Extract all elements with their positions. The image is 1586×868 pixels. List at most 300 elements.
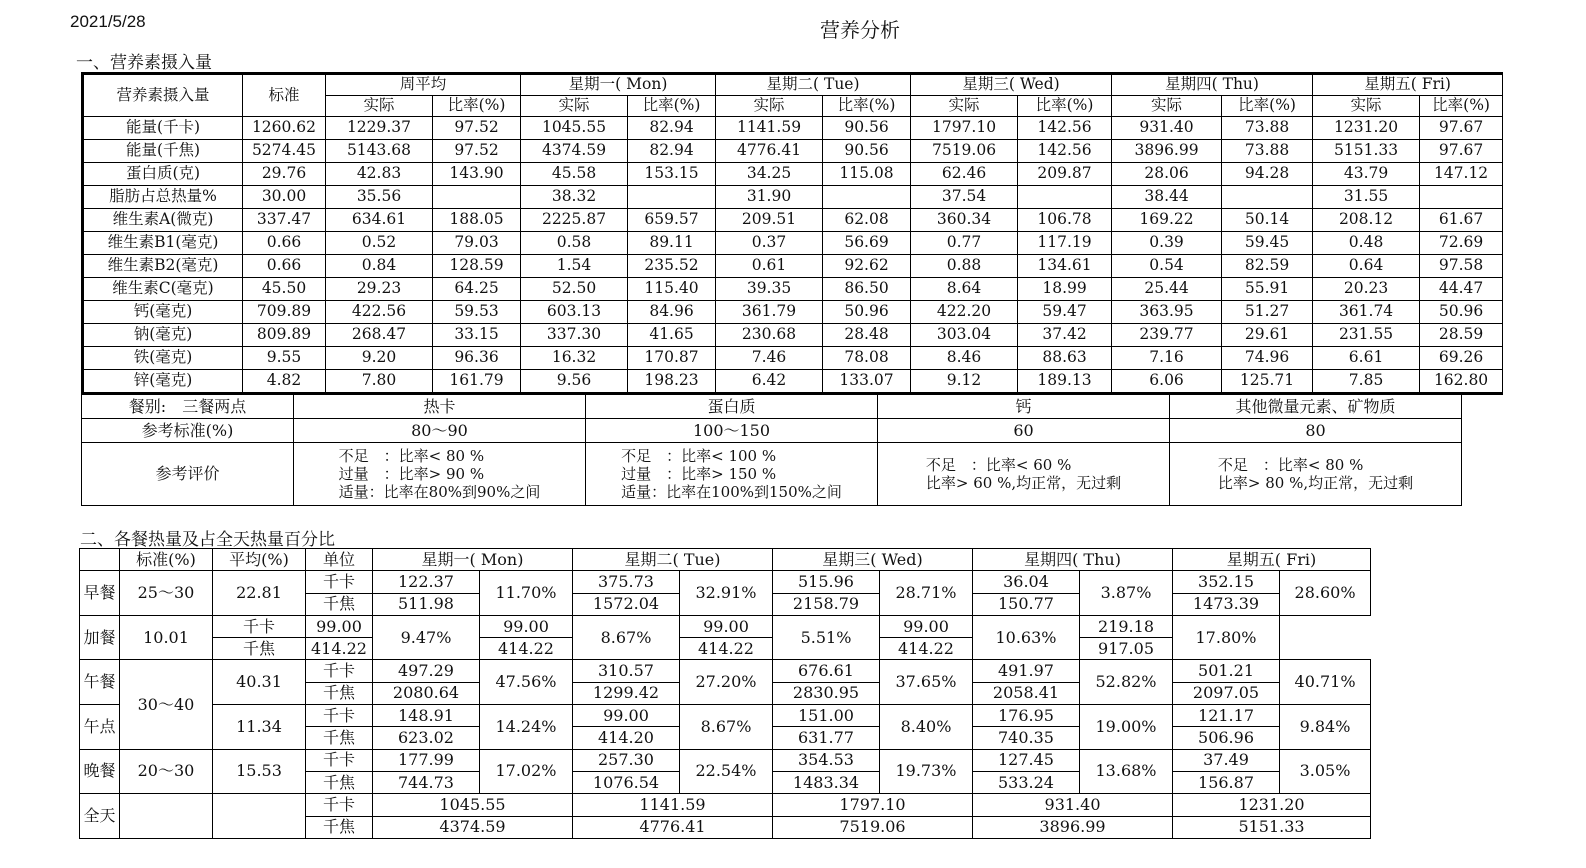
- table-cell: 170.87: [628, 347, 716, 370]
- kcal-value: 99.00: [680, 615, 773, 637]
- table-cell: 20.23: [1313, 278, 1420, 301]
- section-title: 一、营养素摄入量: [76, 53, 212, 73]
- meal-name: 晚餐: [80, 749, 120, 794]
- table-cell: 809.89: [243, 324, 326, 347]
- table-cell: 1797.10: [911, 117, 1018, 140]
- table-row: [83, 278, 1503, 301]
- kcal-value: 497.29: [373, 660, 480, 682]
- unit-kj: 千焦: [306, 816, 373, 838]
- table-cell: 303.04: [911, 324, 1018, 347]
- table-cell: 73.88: [1222, 117, 1313, 140]
- kj-value: 1572.04: [573, 593, 680, 615]
- table-cell: 56.69: [823, 232, 911, 255]
- percent-value: 8.67%: [680, 705, 773, 750]
- table-cell: 73.88: [1222, 140, 1313, 163]
- header-actual: 实际: [1112, 96, 1222, 117]
- table-cell: 30.00: [243, 186, 326, 209]
- table-row: [80, 571, 1371, 593]
- table-cell: 31.90: [716, 186, 823, 209]
- table-cell: 8.46: [911, 347, 1018, 370]
- nutrient-name: 维生素A(微克): [83, 209, 243, 232]
- table-cell: 97.52: [433, 117, 521, 140]
- table-cell: 29.23: [326, 278, 433, 301]
- unit-kj: 千焦: [306, 682, 373, 704]
- kj-value: 740.35: [973, 727, 1080, 749]
- table-cell: 169.22: [1112, 209, 1222, 232]
- header-group: 星期四( Thu): [1112, 74, 1313, 96]
- header-actual: 实际: [911, 96, 1018, 117]
- meal-standard: 25～30: [120, 571, 213, 616]
- percent-value: 9.47%: [373, 615, 480, 660]
- kj-value: 414.22: [306, 638, 373, 660]
- table-cell: 50.14: [1222, 209, 1313, 232]
- table-cell: 31.55: [1313, 186, 1420, 209]
- table-cell: 34.25: [716, 163, 823, 186]
- kj-value: 506.96: [1173, 727, 1280, 749]
- header-day: 星期四( Thu): [973, 549, 1173, 571]
- total-kcal: 931.40: [973, 794, 1173, 816]
- unit-kcal: 千卡: [306, 705, 373, 727]
- kcal-value: 176.95: [973, 705, 1080, 727]
- table-cell: 189.13: [1018, 370, 1112, 394]
- table-cell: 1260.62: [243, 117, 326, 140]
- table-cell: 4776.41: [716, 140, 823, 163]
- section-title: 二、各餐热量及占全天热量百分比: [80, 530, 335, 550]
- table-cell: 97.67: [1420, 117, 1503, 140]
- table-cell: 97.58: [1420, 255, 1503, 278]
- table-cell: 9.56: [521, 370, 628, 394]
- kcal-value: 491.97: [973, 660, 1080, 682]
- table-cell: 45.58: [521, 163, 628, 186]
- table-cell: 1.54: [521, 255, 628, 278]
- table-cell: 1229.37: [326, 117, 433, 140]
- header-day: 星期三( Wed): [773, 549, 973, 571]
- ref-std-label: 参考标准(%): [82, 419, 294, 443]
- table-cell: 97.52: [433, 140, 521, 163]
- unit-kcal: 千卡: [306, 794, 373, 816]
- nutrient-name: 能量(千焦): [83, 140, 243, 163]
- kcal-value: 515.96: [773, 571, 880, 593]
- nutrient-name: 钠(毫克): [83, 324, 243, 347]
- table-cell: 198.23: [628, 370, 716, 394]
- table-cell: 0.66: [243, 232, 326, 255]
- table-cell: 709.89: [243, 301, 326, 324]
- percent-value: 17.02%: [480, 749, 573, 794]
- table-cell: 0.52: [326, 232, 433, 255]
- table-cell: 18.99: [1018, 278, 1112, 301]
- unit-kj: 千焦: [306, 727, 373, 749]
- table-cell: 2225.87: [521, 209, 628, 232]
- table-cell: 97.67: [1420, 140, 1503, 163]
- kj-value: 1299.42: [573, 682, 680, 704]
- kj-value: 1483.34: [773, 771, 880, 793]
- percent-value: 47.56%: [480, 660, 573, 705]
- table-row: [83, 255, 1503, 278]
- ref-col-name: 其他微量元素、矿物质: [1170, 395, 1462, 419]
- table-cell: 0.61: [716, 255, 823, 278]
- header-unit: 单位: [306, 549, 373, 571]
- ref-col-name: 热卡: [294, 395, 586, 419]
- table-cell: 7.85: [1313, 370, 1420, 394]
- table-cell: 1141.59: [716, 117, 823, 140]
- total-blank: [120, 794, 213, 839]
- ref-col-name: 蛋白质: [586, 395, 878, 419]
- kj-value: 744.73: [373, 771, 480, 793]
- table-cell: 360.34: [911, 209, 1018, 232]
- table-cell: 4374.59: [521, 140, 628, 163]
- kcal-value: 352.15: [1173, 571, 1280, 593]
- table-cell: 142.56: [1018, 140, 1112, 163]
- ref-std-value: 100～150: [586, 419, 878, 443]
- kcal-value: 99.00: [880, 615, 973, 637]
- table-cell: 92.62: [823, 255, 911, 278]
- table-cell: 28.06: [1112, 163, 1222, 186]
- meal-average: 22.81: [213, 571, 306, 616]
- table-cell: 42.83: [326, 163, 433, 186]
- header-ratio: 比率(%): [1420, 96, 1503, 117]
- table-cell: 37.54: [911, 186, 1018, 209]
- table-cell: 1231.20: [1313, 117, 1420, 140]
- kcal-value: 121.17: [1173, 705, 1280, 727]
- kj-value: 2097.05: [1173, 682, 1280, 704]
- table-cell: 5143.68: [326, 140, 433, 163]
- page-title: 营养分析: [820, 20, 900, 42]
- table-cell: 72.69: [1420, 232, 1503, 255]
- meal-energy-table: [79, 548, 1371, 839]
- table-cell: 29.76: [243, 163, 326, 186]
- table-cell: 422.20: [911, 301, 1018, 324]
- table-cell: 4.82: [243, 370, 326, 394]
- header-average: 平均(%): [213, 549, 306, 571]
- table-cell: [823, 186, 911, 209]
- header-day: 星期二( Tue): [573, 549, 773, 571]
- header-group: 星期五( Fri): [1313, 74, 1503, 96]
- kcal-value: 99.00: [480, 615, 573, 637]
- kcal-value: 127.45: [973, 749, 1080, 771]
- table-cell: [1018, 186, 1112, 209]
- table-cell: 143.90: [433, 163, 521, 186]
- ref-eval-line: 比率> 60 %,均正常，无过剩: [925, 474, 1122, 492]
- kcal-value: 257.30: [573, 749, 680, 771]
- table-cell: 115.40: [628, 278, 716, 301]
- meal-name: 早餐: [80, 571, 120, 616]
- table-cell: 90.56: [823, 117, 911, 140]
- meal-name: 午点: [80, 705, 120, 750]
- nutrient-name: 铁(毫克): [83, 347, 243, 370]
- table-cell: 142.56: [1018, 117, 1112, 140]
- table-cell: 61.67: [1420, 209, 1503, 232]
- unit-kj: 千焦: [306, 771, 373, 793]
- table-cell: 59.47: [1018, 301, 1112, 324]
- ref-eval-line: 过量 ：比率> 150 %: [621, 465, 777, 483]
- table-cell: 64.25: [433, 278, 521, 301]
- table-cell: 153.15: [628, 163, 716, 186]
- percent-value: 14.24%: [480, 705, 573, 750]
- header-ratio: 比率(%): [823, 96, 911, 117]
- table-cell: 82.94: [628, 140, 716, 163]
- percent-value: 19.00%: [1080, 705, 1173, 750]
- table-cell: 82.94: [628, 117, 716, 140]
- table-cell: 337.30: [521, 324, 628, 347]
- kj-value: 1473.39: [1173, 593, 1280, 615]
- table-cell: 94.28: [1222, 163, 1313, 186]
- total-kcal: 1797.10: [773, 794, 973, 816]
- table-cell: 659.57: [628, 209, 716, 232]
- table-cell: 134.61: [1018, 255, 1112, 278]
- table-cell: 7.46: [716, 347, 823, 370]
- table-cell: 147.12: [1420, 163, 1503, 186]
- table-cell: 117.19: [1018, 232, 1112, 255]
- table-row: [83, 301, 1503, 324]
- table-cell: 161.79: [433, 370, 521, 394]
- kcal-value: 375.73: [573, 571, 680, 593]
- percent-value: 13.68%: [1080, 749, 1173, 794]
- kj-value: 2830.95: [773, 682, 880, 704]
- table-cell: 9.20: [326, 347, 433, 370]
- table-row: [83, 347, 1503, 370]
- kcal-value: 36.04: [973, 571, 1080, 593]
- table-cell: 0.77: [911, 232, 1018, 255]
- table-cell: 35.56: [326, 186, 433, 209]
- table-cell: 59.53: [433, 301, 521, 324]
- percent-value: 28.71%: [880, 571, 973, 616]
- kj-value: 533.24: [973, 771, 1080, 793]
- table-cell: 162.80: [1420, 370, 1503, 394]
- meal-name: 加餐: [80, 615, 120, 660]
- table-row: [83, 186, 1503, 209]
- table-cell: 0.66: [243, 255, 326, 278]
- nutrient-name: 维生素B1(毫克): [83, 232, 243, 255]
- table-cell: [1420, 186, 1503, 209]
- total-kcal: 1231.20: [1173, 794, 1371, 816]
- kj-value: 414.22: [680, 638, 773, 660]
- table-cell: 88.63: [1018, 347, 1112, 370]
- kj-value: 511.98: [373, 593, 480, 615]
- ref-eval-line: 比率> 80 %,均正常，无过剩: [1217, 474, 1414, 492]
- percent-value: 19.73%: [880, 749, 973, 794]
- ref-eval-cell: [1170, 443, 1462, 506]
- percent-value: 3.05%: [1280, 749, 1371, 794]
- table-row: [83, 324, 1503, 347]
- table-cell: 209.87: [1018, 163, 1112, 186]
- header-group: 周平均: [326, 74, 521, 96]
- table-cell: 230.68: [716, 324, 823, 347]
- nutrient-name: 能量(千卡): [83, 117, 243, 140]
- table-cell: 361.74: [1313, 301, 1420, 324]
- table-cell: 45.50: [243, 278, 326, 301]
- kcal-value: 37.49: [1173, 749, 1280, 771]
- ref-eval-line: 适量：比率在100%到150%之间: [621, 483, 842, 501]
- table-cell: 0.39: [1112, 232, 1222, 255]
- table-cell: 931.40: [1112, 117, 1222, 140]
- total-name: 全天: [80, 794, 120, 839]
- ref-eval-line: 不足 ：比率< 60 %: [925, 456, 1072, 474]
- table-cell: 50.96: [1420, 301, 1503, 324]
- table-cell: 86.50: [823, 278, 911, 301]
- header-actual: 实际: [1313, 96, 1420, 117]
- table-cell: 69.26: [1420, 347, 1503, 370]
- header-day: 星期一( Mon): [373, 549, 573, 571]
- percent-value: 37.65%: [880, 660, 973, 705]
- table-cell: [1222, 186, 1313, 209]
- table-row: [83, 163, 1503, 186]
- total-kcal: 1141.59: [573, 794, 773, 816]
- ref-eval-cell: [586, 443, 878, 506]
- table-cell: 33.15: [433, 324, 521, 347]
- nutrient-name: 维生素C(毫克): [83, 278, 243, 301]
- table-cell: 0.88: [911, 255, 1018, 278]
- kj-value: 1076.54: [573, 771, 680, 793]
- table-cell: 209.51: [716, 209, 823, 232]
- table-cell: 9.12: [911, 370, 1018, 394]
- kj-value: 2158.79: [773, 593, 880, 615]
- meal-standard: 20～30: [120, 749, 213, 794]
- ref-eval-line: 适量：比率在80%到90%之间: [338, 483, 541, 501]
- table-cell: 43.79: [1313, 163, 1420, 186]
- table-cell: 28.59: [1420, 324, 1503, 347]
- ref-eval-line: 过量 ：比率> 90 %: [338, 465, 485, 483]
- percent-value: 40.71%: [1280, 660, 1371, 705]
- table-cell: 82.59: [1222, 255, 1313, 278]
- nutrient-name: 锌(毫克): [83, 370, 243, 394]
- meal-average: 40.31: [213, 660, 306, 705]
- header-ratio: 比率(%): [1222, 96, 1313, 117]
- total-kj: 4776.41: [573, 816, 773, 838]
- ref-std-value: 60: [878, 419, 1170, 443]
- nutrient-name: 钙(毫克): [83, 301, 243, 324]
- table-cell: 208.12: [1313, 209, 1420, 232]
- ref-eval-line: 不足 ：比率< 80 %: [338, 447, 485, 465]
- table-cell: 37.42: [1018, 324, 1112, 347]
- percent-value: 28.60%: [1280, 571, 1371, 616]
- table-cell: [628, 186, 716, 209]
- kcal-value: 148.91: [373, 705, 480, 727]
- percent-value: 5.51%: [773, 615, 880, 660]
- table-cell: 7519.06: [911, 140, 1018, 163]
- total-kj: 4374.59: [373, 816, 573, 838]
- ref-eval-cell: [294, 443, 586, 506]
- header-ratio: 比率(%): [628, 96, 716, 117]
- kcal-value: 501.21: [1173, 660, 1280, 682]
- kcal-value: 310.57: [573, 660, 680, 682]
- header-actual: 实际: [521, 96, 628, 117]
- table-cell: 29.61: [1222, 324, 1313, 347]
- table-cell: 5151.33: [1313, 140, 1420, 163]
- total-kj: 3896.99: [973, 816, 1173, 838]
- table-cell: 41.65: [628, 324, 716, 347]
- unit-kcal: 千卡: [306, 571, 373, 593]
- meal-average: 10.01: [120, 615, 213, 660]
- table-cell: 0.58: [521, 232, 628, 255]
- table-cell: 52.50: [521, 278, 628, 301]
- header-actual: 实际: [716, 96, 823, 117]
- table-cell: 84.96: [628, 301, 716, 324]
- table-cell: 106.78: [1018, 209, 1112, 232]
- kcal-value: 99.00: [573, 705, 680, 727]
- report-date: 2021/5/28: [70, 12, 146, 31]
- ref-col-name: 钙: [878, 395, 1170, 419]
- table-cell: 74.96: [1222, 347, 1313, 370]
- kj-value: 623.02: [373, 727, 480, 749]
- percent-value: 9.84%: [1280, 705, 1371, 750]
- kcal-value: 676.61: [773, 660, 880, 682]
- kcal-value: 354.53: [773, 749, 880, 771]
- table-cell: 39.35: [716, 278, 823, 301]
- table-cell: 50.96: [823, 301, 911, 324]
- table-cell: 231.55: [1313, 324, 1420, 347]
- table-cell: 89.11: [628, 232, 716, 255]
- table-row: [80, 660, 1371, 682]
- table-cell: 363.95: [1112, 301, 1222, 324]
- kj-value: 414.22: [480, 638, 573, 660]
- table-cell: [433, 186, 521, 209]
- nutrient-intake-table: [81, 72, 1503, 395]
- table-row: [80, 615, 1371, 637]
- table-cell: 603.13: [521, 301, 628, 324]
- table-cell: 55.91: [1222, 278, 1313, 301]
- table-row: [80, 705, 1371, 727]
- meal-name: 午餐: [80, 660, 120, 705]
- kj-value: 2058.41: [973, 682, 1080, 704]
- table-row: [80, 749, 1371, 771]
- table-cell: 0.84: [326, 255, 433, 278]
- table-cell: 62.08: [823, 209, 911, 232]
- total-kcal: 1045.55: [373, 794, 573, 816]
- header-ratio: 比率(%): [433, 96, 521, 117]
- table-cell: 422.56: [326, 301, 433, 324]
- table-cell: 0.64: [1313, 255, 1420, 278]
- kcal-value: 151.00: [773, 705, 880, 727]
- kj-value: 414.20: [573, 727, 680, 749]
- percent-value: 11.70%: [480, 571, 573, 616]
- table-cell: 3896.99: [1112, 140, 1222, 163]
- nutrient-name: 维生素B2(毫克): [83, 255, 243, 278]
- nutrient-name: 脂肪占总热量%: [83, 186, 243, 209]
- header-group: 星期二( Tue): [716, 74, 911, 96]
- meal-average: 15.53: [213, 749, 306, 794]
- table-row: [83, 140, 1503, 163]
- ref-eval-cell: [878, 443, 1170, 506]
- percent-value: 27.20%: [680, 660, 773, 705]
- kcal-value: 122.37: [373, 571, 480, 593]
- table-cell: 361.79: [716, 301, 823, 324]
- reference-table: [81, 394, 1462, 506]
- ref-eval-line: 不足 ：比率< 80 %: [1217, 456, 1364, 474]
- header-group: 星期一( Mon): [521, 74, 716, 96]
- table-cell: 90.56: [823, 140, 911, 163]
- unit-kj: 千焦: [306, 593, 373, 615]
- kj-value: 150.77: [973, 593, 1080, 615]
- kj-value: 2080.64: [373, 682, 480, 704]
- nutrient-name: 蛋白质(克): [83, 163, 243, 186]
- unit-kcal: 千卡: [306, 660, 373, 682]
- header-nutrient: 营养素摄入量: [83, 74, 243, 117]
- table-cell: 79.03: [433, 232, 521, 255]
- ref-std-value: 80: [1170, 419, 1462, 443]
- table-cell: 115.08: [823, 163, 911, 186]
- meal-standard: 30～40: [120, 660, 213, 749]
- table-cell: 0.37: [716, 232, 823, 255]
- kj-value: 156.87: [1173, 771, 1280, 793]
- header-blank: [80, 549, 120, 571]
- kcal-value: 177.99: [373, 749, 480, 771]
- table-cell: 28.48: [823, 324, 911, 347]
- table-cell: 62.46: [911, 163, 1018, 186]
- header-ratio: 比率(%): [1018, 96, 1112, 117]
- header-group: 星期三( Wed): [911, 74, 1112, 96]
- ref-eval-line: 不足 ：比率< 100 %: [621, 447, 777, 465]
- table-row: [83, 232, 1503, 255]
